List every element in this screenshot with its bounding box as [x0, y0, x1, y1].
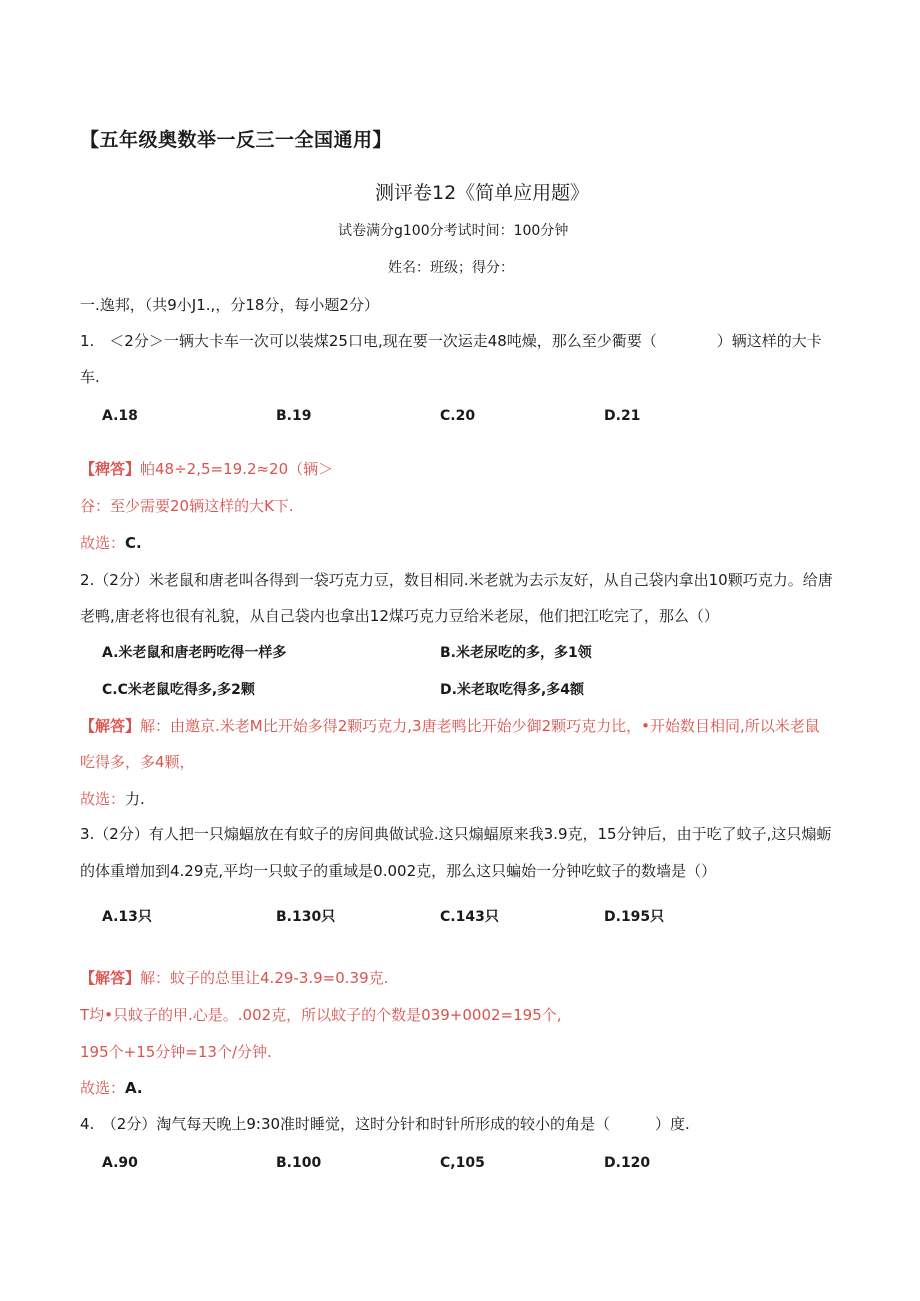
question-3-option-b: B.130只	[276, 909, 336, 925]
question-1-choice-value: C.	[125, 534, 142, 552]
question-4-option-c: C,105	[440, 1155, 485, 1171]
question-1-answer-line-1	[80, 458, 333, 479]
question-1-answer-label: 【稗答】	[80, 460, 141, 478]
question-4-line-1: 4. （2分）淘气每天晚上9:30准时睡觉，这时分针和时针所形成的较小的角是（ ）度.	[80, 1115, 690, 1133]
section-heading: 一.逸邦，（共9小J1.,，分18分，每小题2分）	[80, 296, 379, 314]
question-2-option-d: D.米老取吃得多,多4额	[440, 682, 584, 698]
question-3-option-d: D.195只	[604, 909, 665, 925]
question-1-choice	[80, 532, 142, 553]
question-3-choice-label: 故选：	[80, 1079, 126, 1097]
question-4-option-a: A.90	[102, 1155, 138, 1171]
question-2-line-2: 老鸭,唐老将也很有礼貌，从自己袋内也拿出12煤巧克力豆给米老尿，他们把江吃完了，那么（）	[80, 607, 719, 625]
question-3-answer-line-1	[80, 967, 388, 988]
student-info: 姓名：班级；得分：	[388, 260, 514, 276]
question-2-choice-label: 故选：	[80, 790, 126, 808]
question-1-option-b: B.19	[276, 408, 312, 424]
question-4-option-d: D.120	[604, 1155, 651, 1171]
question-2-choice	[80, 788, 145, 809]
question-2-answer-text: 解：由邀京.米老M比开始多得2颗巧克力,3唐老鸭比开始少御2颗巧克力比，•开始数目相同,所以米老鼠	[140, 717, 820, 735]
question-3-choice-value: A.	[125, 1079, 143, 1097]
question-2-answer-label: 【解答】	[80, 717, 141, 735]
question-4-option-b: B.100	[276, 1155, 322, 1171]
question-2-option-b: B.米老尿吃的多，多1领	[440, 645, 592, 661]
question-1-answer-line-2: 谷：至少需要20辆这样的大K下.	[80, 497, 294, 515]
question-3-answer-line-2: T均•只蚊子的甲.心是。.002克，所以蚊子的个数是039+0002=195个,	[80, 1006, 562, 1024]
question-3-answer-label: 【解答】	[80, 969, 141, 987]
question-3-choice	[80, 1077, 143, 1098]
exam-info: 试卷满分g100分考试时间：100分钟	[338, 223, 569, 239]
question-2-answer-line-1	[80, 715, 820, 736]
question-1-option-d: D.21	[604, 408, 641, 424]
question-1-option-c: C.20	[440, 408, 476, 424]
question-3-answer-line-3: 195个+15分钟=13个/分钟.	[80, 1043, 272, 1061]
question-2-line-1: 2.（2分）米老鼠和唐老叫各得到一袋巧克力豆，数目相同.米老就为去示友好，从自己袋内拿出10颗巧克力。给唐	[80, 571, 833, 589]
question-3-line-1: 3.（2分）有人把一只煽蝠放在有蚊子的房间典做试验.这只煽蝠原来我3.9克，15分钟后，由于吃了蚊子,这只煽蛎	[80, 825, 832, 843]
question-2-choice-value: 力.	[125, 790, 145, 808]
document-header: 【五年级奥数举一反三一全国通用】	[80, 129, 393, 151]
question-2-option-c: C.C米老鼠吃得多,多2颗	[102, 682, 255, 698]
question-1-line-2: 车.	[80, 368, 100, 386]
question-2-answer-line-2: 吃得多，多4颗，	[80, 753, 195, 771]
question-1-answer-text: 帕48÷2,5=19.2≈20（辆＞	[140, 460, 334, 478]
question-1-option-a: A.18	[102, 408, 138, 424]
question-3-answer-text: 解：蚊子的总里让4.29-3.9=0.39克.	[140, 969, 389, 987]
question-1-choice-label: 故选：	[80, 534, 126, 552]
question-3-option-c: C.143只	[440, 909, 499, 925]
exam-title: 测评卷12《简单应用题》	[375, 182, 590, 204]
question-1-line-1: 1. ＜2分＞一辆大卡车一次可以装煤25口电,现在要一次运走48吨燥，那么至少衢要（ ）辆这样的大卡	[80, 332, 822, 350]
question-3-option-a: A.13只	[102, 909, 152, 925]
question-3-line-2: 的体重增加到4.29克,平均一只蚊子的重域是0.002克，那么这只蝙始一分钟吃蚊子的数墙是（）	[80, 862, 717, 880]
question-2-option-a: A.米老鼠和唐老眄吃得一样多	[102, 645, 287, 661]
